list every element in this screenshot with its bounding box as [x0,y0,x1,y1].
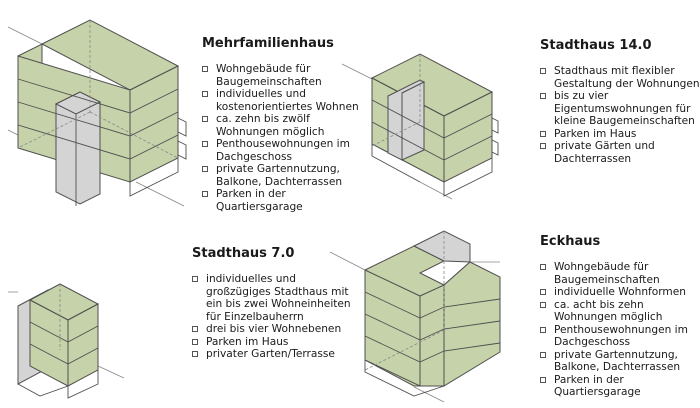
square-bullet-icon [540,68,546,74]
feature-text: Penthousewohnungen im [554,323,688,336]
feature-item [540,324,688,349]
feature-item [202,138,359,163]
feature-text: drei bis vier Wohnebenen [206,323,342,335]
feature-item [540,128,700,141]
feature-text: großzügiges Stadthaus mit [206,285,349,298]
feature-text: ca. zehn bis zwölf [216,113,310,125]
section-title: Mehrfamilienhaus [202,36,334,51]
feature-text: private Gärten und [554,140,655,152]
feature-text: Baugemeinschaften [554,273,660,286]
feature-text: individuelle Wohnformen [554,286,686,298]
feature-text: Stadthaus mit flexibler [554,65,675,77]
square-bullet-icon [540,143,546,149]
stadthaus14-drawing [372,54,498,196]
square-bullet-icon [540,264,546,270]
section-title: Eckhaus [540,234,601,249]
section-title: Stadthaus 14.0 [540,38,652,53]
stadthaus7-drawing [18,284,98,398]
feature-text: privater Garten/Terrasse [206,348,335,360]
feature-text: Wohngebäude für [554,261,649,273]
feature-text: Gestaltung der Wohnungen [554,77,700,90]
feature-text: ein bis zwei Wohneinheiten [206,298,351,310]
square-bullet-icon [202,116,208,122]
stadthaus14-section [540,38,700,165]
square-bullet-icon [540,352,546,358]
mehrfamilienhaus-drawing [18,20,186,206]
feature-list [192,273,351,361]
feature-item [540,65,700,90]
stadthaus7-section [192,246,351,361]
feature-item [192,348,351,361]
feature-item [202,88,359,113]
feature-item [540,286,688,299]
eckhaus-section [540,234,688,399]
feature-text: für Einzelbauherrn [206,310,304,323]
feature-text: Parken in der [216,188,286,200]
feature-text: private Gartennutzung, [554,348,678,361]
feature-item [540,261,688,286]
feature-text: Wohnungen möglich [216,125,325,138]
feature-item [192,336,351,349]
feature-text: bis zu vier [554,90,609,102]
eckhaus-drawing [365,231,500,396]
feature-text: Dachterrassen [554,152,632,165]
feature-item [192,273,351,323]
square-bullet-icon [540,377,546,383]
feature-text: Dachgeschoss [216,150,293,163]
feature-item [540,90,700,128]
feature-text: kleine Baugemeinschaften [554,115,695,127]
feature-text: Wohngebäude für [216,63,311,75]
square-bullet-icon [540,327,546,333]
feature-text: Quartiersgarage [554,386,641,398]
square-bullet-icon [202,66,208,72]
section-title: Stadthaus 7.0 [192,246,295,261]
feature-item [202,163,359,188]
feature-item [192,323,351,336]
feature-text: Wohnungen möglich [554,311,663,323]
feature-list [540,261,688,399]
feature-item [202,113,359,138]
feature-text: Balkone, Dachterrassen [554,361,681,373]
feature-text: Baugemeinschaften [216,75,322,88]
feature-text: Penthousewohnungen im [216,138,350,150]
feature-text: kostenorientiertes Wohnen [216,100,359,113]
feature-text: Parken im Haus [554,127,637,140]
square-bullet-icon [540,93,546,99]
feature-text: ca. acht bis zehn [554,298,644,311]
feature-item [202,63,359,88]
feature-text: Balkone, Dachterrassen [216,175,343,188]
feature-text: individuelles und [216,88,306,100]
square-bullet-icon [192,339,198,345]
feature-item [540,299,688,324]
feature-text: Parken im Haus [206,335,289,348]
feature-list [202,63,359,213]
square-bullet-icon [192,326,198,332]
feature-text: private Gartennutzung, [216,163,340,175]
feature-text: individuelles und [206,273,296,285]
feature-text: Eigentumswohnungen für [554,102,691,115]
feature-text: Dachgeschoss [554,336,631,348]
feature-item [202,188,359,213]
square-bullet-icon [192,276,198,282]
feature-item [540,140,700,165]
square-bullet-icon [202,166,208,172]
mehrfamilienhaus-section [202,36,359,213]
square-bullet-icon [202,141,208,147]
square-bullet-icon [202,191,208,197]
square-bullet-icon [540,302,546,308]
square-bullet-icon [540,289,546,295]
feature-item [540,349,688,374]
feature-list [540,65,700,165]
square-bullet-icon [192,351,198,357]
feature-text: Parken in der [554,373,624,386]
feature-text: Quartiersgarage [216,200,303,213]
square-bullet-icon [540,131,546,137]
square-bullet-icon [202,91,208,97]
feature-item [540,374,688,399]
